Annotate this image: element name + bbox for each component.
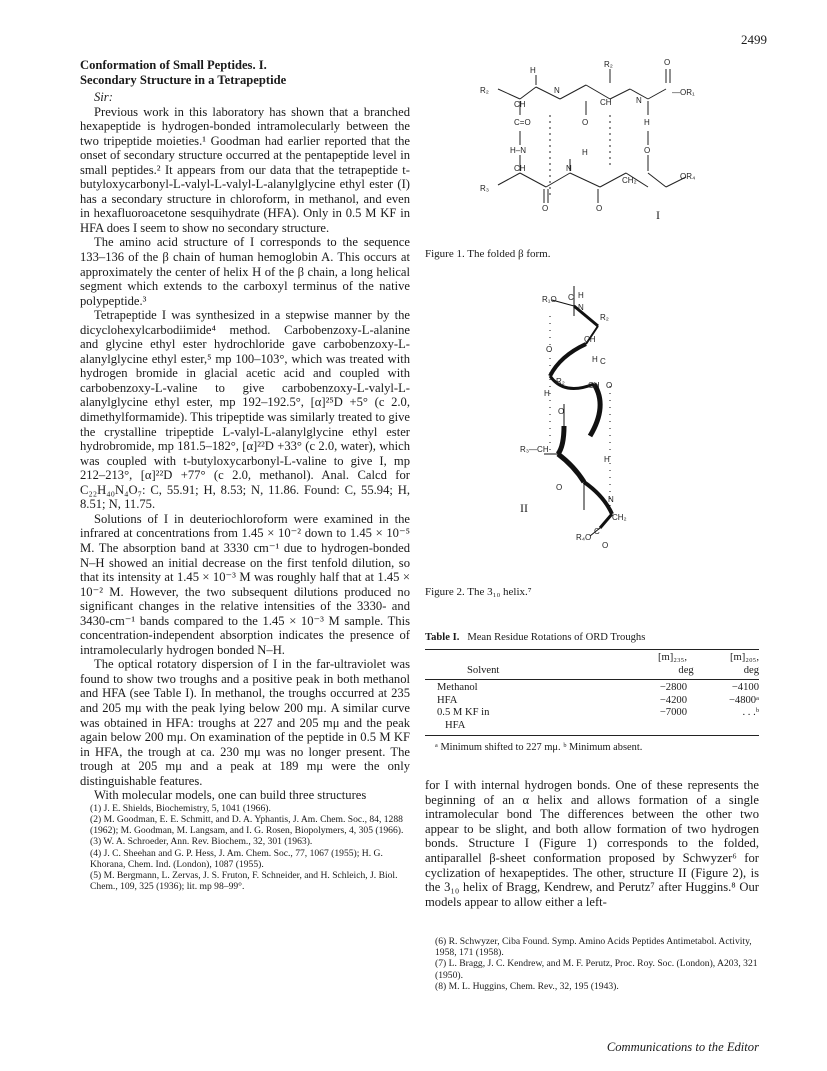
svg-text:R₃: R₃ bbox=[480, 184, 490, 193]
figure-2-helix bbox=[520, 286, 670, 566]
table-1 bbox=[425, 632, 759, 753]
svg-text:CH: CH bbox=[600, 98, 612, 107]
svg-text:O: O bbox=[558, 407, 565, 416]
svg-text:C=O: C=O bbox=[514, 118, 531, 127]
reference-4: (4) J. C. Sheehan and G. P. Hess, J. Am. Chem. Soc., 77, 1067 (1955); H. G. Khorana, Chem. Ind. (London), 1087 (1955). bbox=[90, 847, 383, 870]
paragraph-2: The amino acid structure of I corresponds to the sequence 133–136 of the β chain of human hemoglobin A. This occurs at approximately the center of helix H of the β chain, a long helical segment which extends to the carboxyl terminus of the native polypeptide.³ bbox=[80, 235, 410, 308]
table-row: Methanol −2800 −4100 bbox=[437, 682, 759, 693]
figure-1-label: I bbox=[656, 208, 660, 222]
figure-2-caption: Figure 2. The 3₁₀ helix.⁷ bbox=[425, 586, 532, 598]
svg-text:O: O bbox=[606, 381, 613, 390]
svg-text:N: N bbox=[566, 164, 572, 173]
svg-text:O: O bbox=[602, 541, 609, 550]
header-col3: [m]₂₀₅, bbox=[729, 652, 759, 663]
reference-6: (6) R. Schwyzer, Ciba Found. Symp. Amino Acids Peptides Antimetabol. Activity, 1958, 171 (1958). bbox=[435, 936, 752, 959]
svg-text:R₂: R₂ bbox=[556, 377, 565, 386]
salutation: Sir: bbox=[94, 90, 113, 104]
reference-1: (1) J. E. Shields, Biochemistry, 5, 1041 (1966). bbox=[90, 802, 271, 814]
svg-text:R₂: R₂ bbox=[480, 86, 489, 95]
svg-text:N: N bbox=[636, 96, 642, 105]
reference-3: (3) W. A. Schroeder, Ann. Rev. Biochem., 32, 301 (1963). bbox=[90, 836, 313, 848]
svg-text:H: H bbox=[530, 66, 536, 75]
svg-text:H: H bbox=[604, 455, 610, 464]
svg-text:—OR₁: —OR₁ bbox=[672, 88, 695, 97]
table-row: HFA bbox=[445, 719, 466, 731]
header-col3-unit: deg bbox=[743, 664, 760, 676]
svg-text:C: C bbox=[594, 527, 600, 536]
svg-text:R₁O: R₁O bbox=[542, 295, 557, 304]
figure-2-label: II bbox=[520, 501, 528, 515]
header-col2: [m]₂₃₅, bbox=[657, 652, 687, 663]
figure-1-caption: Figure 1. The folded β form. bbox=[425, 248, 551, 260]
figure-1-structure bbox=[450, 55, 770, 235]
section-footer: Communications to the Editor bbox=[606, 1040, 759, 1054]
svg-text:OR₄: OR₄ bbox=[680, 172, 696, 181]
svg-text:C: C bbox=[568, 293, 574, 302]
paragraph-1: Previous work in this laboratory has shown that a branched hexapeptide is hydrogen-bonded intramolecularly between the two tripeptide moieties.¹ Goodman had earlier reported that the onset of secondary structure occurred at the pentapeptide level in small peptides.² It appears from our data that the tetrapeptide t-butyloxycarbonyl-L-valyl-L-valyl-L-alanylglycine ethyl ester (I) has a secondary structure in chloroform, in methanol, and even in hexafluoroacetone sesquihydrate (HFA). Only in 0.5 M KF in HFA does I seem to show no secondary structure. bbox=[80, 104, 410, 235]
reference-7: (7) L. Bragg, J. C. Kendrew, and M. F. Perutz, Proc. Roy. Soc. (London), A203, 321 (1950). bbox=[435, 958, 758, 981]
reference-2: (2) M. Goodman, E. E. Schmitt, and D. A. Yphantis, J. Am. Chem. Soc., 84, 1288 (1962); M. Goodman, M. Langsam, and I. G. Rosen, Biopolymers, 4, 305 (1966). bbox=[90, 814, 404, 837]
svg-text:O: O bbox=[582, 118, 589, 127]
table-row: 0.5 M KF in −7000 . . .ᵇ bbox=[437, 707, 759, 718]
svg-text:N: N bbox=[554, 86, 560, 95]
svg-text:O: O bbox=[644, 146, 651, 155]
table-footnote: ᵃ Minimum shifted to 227 mμ. ᵇ Minimum absent. bbox=[435, 742, 643, 753]
svg-text:N: N bbox=[578, 303, 584, 312]
table-header-row-2 bbox=[425, 665, 759, 678]
svg-text:R₃—CH: R₃—CH bbox=[520, 445, 549, 454]
svg-text:N: N bbox=[608, 495, 614, 504]
svg-text:O: O bbox=[664, 58, 671, 67]
svg-text:H–N: H–N bbox=[510, 146, 527, 155]
page-number: 2499 bbox=[741, 32, 767, 47]
paragraph-4: Solutions of I in deuteriochloroform were examined in the infrared at concentrations from 1.45 × 10⁻² down to 1.45 × 10⁻⁵ M. The absorption band at 3330 cm⁻¹ due to hydrogen-bonded N–H showed an initial decrease on the first tenfold dilution, so that its intensity at 1.45 × 10⁻³ M was roughly half that at 1.45 × 10⁻² M. However, the two subsequent dilutions produced no significant changes in the relative intensities of the 3330- and 3430-cm⁻¹ bands compared to the 1.45 × 10⁻³ M sample. This concentration-independent absorption indicates the presence of intramolecularly hydrogen bonded N–H. bbox=[80, 511, 410, 657]
left-column bbox=[80, 58, 410, 892]
svg-text:O: O bbox=[556, 483, 563, 492]
svg-text:O: O bbox=[546, 345, 553, 354]
svg-text:CH: CH bbox=[584, 335, 596, 344]
svg-text:CH₂: CH₂ bbox=[612, 513, 627, 522]
article-title-line2: Secondary Structure in a Tetrapeptide bbox=[80, 72, 287, 87]
header-col2-unit: deg bbox=[678, 664, 694, 676]
table-title bbox=[425, 632, 759, 643]
svg-text:H: H bbox=[544, 389, 550, 398]
svg-text:CH: CH bbox=[514, 164, 526, 173]
left-references bbox=[80, 803, 410, 893]
right-paragraph: for I with internal hydrogen bonds. One of these represents the beginning of an α helix and allows formation of a single intramolecular bond The differences between the other two appear to be slight, and both allow formation of two hydrogen bonds. Structure I (Figure 1) corresponds to the folded, antiparallel β-sheet conformation proposed by Schwyzer⁶ for cyclization of hexapeptides. The other, structure II (Figure 2), is the 3₁₀ helix of Bragg, Kendrew, and Perutz⁷ after Huggins.⁸ Our models appear to allow either a left- bbox=[425, 778, 759, 909]
reference-5: (5) M. Bergmann, L. Zervas, J. S. Fruton, F. Schneider, and H. Schleich, J. Biol. Chem., 109, 325 (1936); lit. mp 98–99°. bbox=[90, 870, 398, 893]
reference-8: (8) M. L. Huggins, Chem. Rev., 32, 195 (1943). bbox=[435, 980, 619, 992]
table-mid-rule bbox=[425, 679, 759, 680]
svg-text:H: H bbox=[644, 118, 650, 127]
svg-text:CH: CH bbox=[514, 100, 526, 109]
svg-text:CH: CH bbox=[588, 381, 600, 390]
svg-text:R₄O: R₄O bbox=[576, 533, 592, 542]
header-solvent: Solvent bbox=[467, 664, 500, 676]
svg-text:R₂: R₂ bbox=[604, 60, 613, 69]
table-header-row-1 bbox=[425, 652, 759, 665]
paragraph-6: With molecular models, one can build three structures bbox=[94, 788, 367, 803]
svg-text:CH₂: CH₂ bbox=[622, 176, 637, 185]
svg-text:H: H bbox=[592, 355, 598, 364]
table-top-rule bbox=[425, 649, 759, 650]
svg-text:R₂: R₂ bbox=[600, 313, 609, 322]
table-bottom-rule bbox=[425, 735, 759, 736]
svg-text:O: O bbox=[596, 204, 603, 213]
paragraph-3: Tetrapeptide I was synthesized in a stepwise manner by the dicyclohexylcarbodiimide⁴ method. Carbobenzoxy-L-alanine and glycine ethyl ester hydrochloride gave carbobenzoxy-L-alanylglycine ethyl ester,⁵ mp 100–103°, which was treated with hydrogen bromide in glacial acetic acid and coupled with carbobenzoxy-L-valine to give carbobenzoxy-L-valyl-L-alanylglycine ethyl ester, mp 192–192.5°, [α]²⁵D +5° (c 2.0, dimethylformamide). This tripeptide was similarly treated to give the crystalline tripeptide L-valyl-L-alanylglycine ethyl ester hydrobromide, mp 181.5–182°, [α]²²D +33° (c 2.0, water), which was coupled with t-butyloxycarbonyl-L-valine to give I, mp 212–213°, [α]²²D +77° (c 2.0, methanol). Anal. Calcd for C₂₂H₄₀N₄O₇: C, 55.91; H, 8.53; N, 11.86. Found: C, 55.94; H, 8.51; N, 11.75. bbox=[80, 308, 410, 512]
paragraph-5: The optical rotatory dispersion of I in the far-ultraviolet was found to show two troughs and a positive peak in both methanol and HFA (see Table I). In methanol, the troughs occurred at 235 and 205 mμ with the peak lying below 200 mμ. A similar curve was obtained in HFA: troughs at 227 and 205 mμ and the peak again below 200 mμ. On examination of the peptide in 0.5 M KF in HFA, the trough at ca. 230 mμ was no longer present. The trough at 205 mμ and a peak at 189 mμ were the only distinguishable features. bbox=[80, 657, 410, 788]
table-row: HFA −4200 −4800ᵃ bbox=[437, 694, 759, 706]
svg-text:H: H bbox=[578, 291, 584, 300]
svg-text:C: C bbox=[600, 357, 606, 366]
svg-text:O: O bbox=[542, 204, 549, 213]
right-references bbox=[425, 936, 759, 992]
table-title-text: Mean Residue Rotations of ORD Troughs bbox=[467, 632, 646, 643]
svg-text:H: H bbox=[582, 148, 588, 157]
table-label: Table I. bbox=[425, 632, 460, 643]
article-title-line1: Conformation of Small Peptides. I. bbox=[80, 58, 267, 72]
